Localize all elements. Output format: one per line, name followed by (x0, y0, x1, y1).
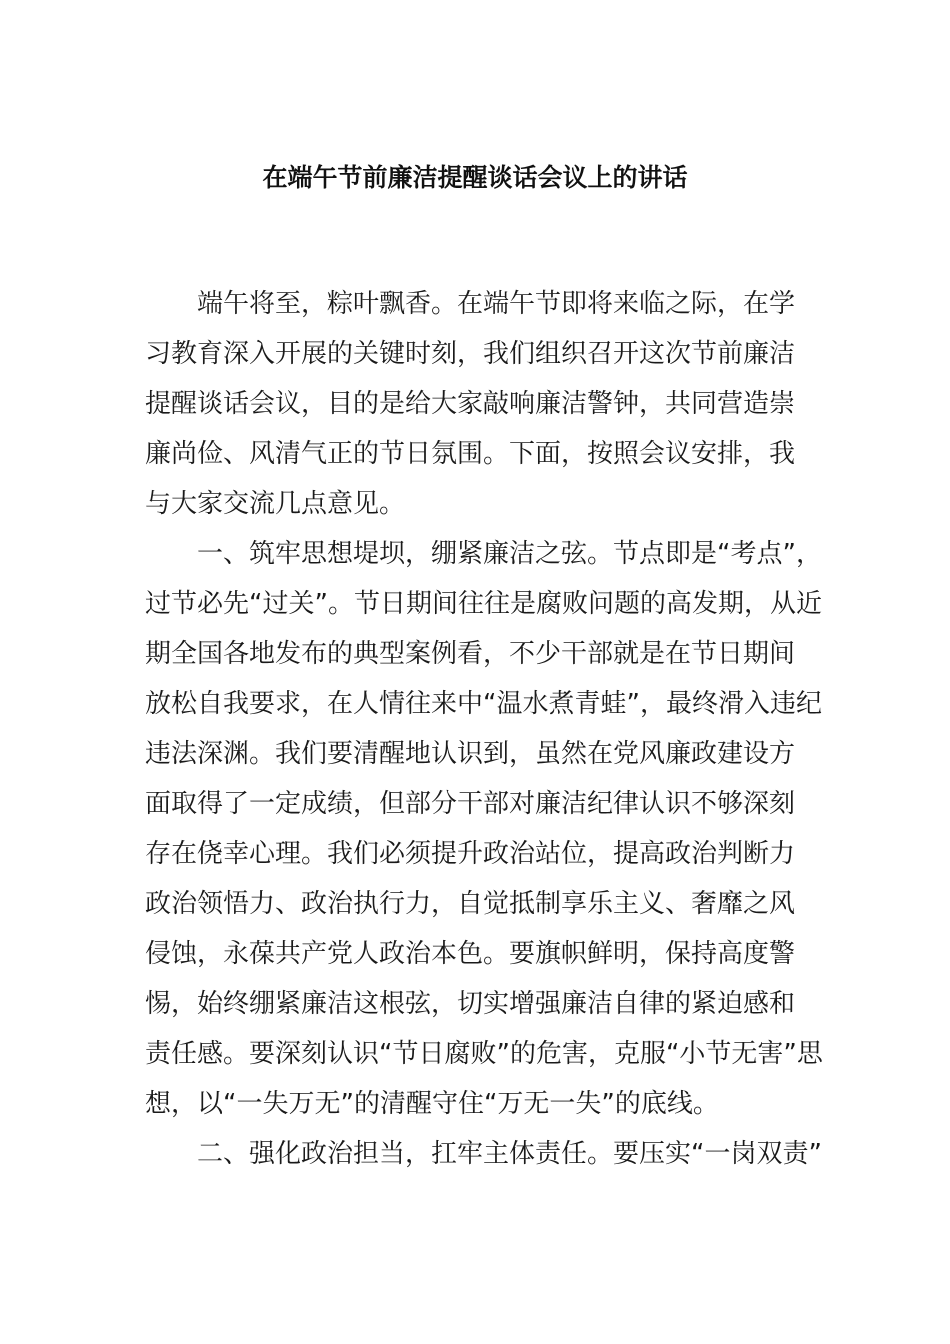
text-line: 提醒谈话会议，目的是给大家敲响廉洁警钟，共同营造崇 (145, 389, 796, 419)
text-line: 廉尚俭、风清气正的节日氛围。下面，按照会议安排，我 (145, 439, 796, 469)
text-line: 侵蚀，永葆共产党人政治本色。要旗帜鲜明，保持高度警 (145, 939, 796, 969)
text-line: 惕，始终绷紧廉洁这根弦，切实增强廉洁自律的紧迫感和 (145, 989, 796, 1019)
document-title: 在端午节前廉洁提醒谈话会议上的讲话 (262, 163, 688, 192)
text-line: 责任感。要深刻认识“节日腐败”的危害，克服“小节无害”思 (145, 1039, 823, 1069)
text-line: 违法深渊。我们要清醒地认识到，虽然在党风廉政建设方 (145, 739, 796, 769)
text-line: 面取得了一定成绩，但部分干部对廉洁纪律认识不够深刻 (145, 789, 796, 819)
text-line: 期全国各地发布的典型案例看，不少干部就是在节日期间 (145, 639, 796, 669)
text-line: 一、筑牢思想堤坝，绷紧廉洁之弦。节点即是“考点”， (197, 539, 822, 569)
text-line: 过节必先“过关”。节日期间往往是腐败问题的高发期，从近 (145, 589, 822, 619)
text-line: 二、强化政治担当，扛牢主体责任。要压实“一岗双责” (197, 1139, 822, 1169)
text-line: 存在侥幸心理。我们必须提升政治站位，提高政治判断力 (145, 839, 796, 869)
text-line: 与大家交流几点意见。 (145, 489, 406, 519)
document-body (145, 279, 823, 1179)
text-line: 端午将至，粽叶飘香。在端午节即将来临之际，在学 (197, 289, 796, 319)
text-line: 放松自我要求，在人情往来中“温水煮青蛙”，最终滑入违纪 (145, 689, 822, 719)
text-line: 政治领悟力、政治执行力，自觉抵制享乐主义、奢靡之风 (145, 889, 796, 919)
text-line: 想，以“一失万无”的清醒守住“万无一失”的底线。 (145, 1089, 719, 1119)
text-line: 习教育深入开展的关键时刻，我们组织召开这次节前廉洁 (145, 339, 796, 369)
